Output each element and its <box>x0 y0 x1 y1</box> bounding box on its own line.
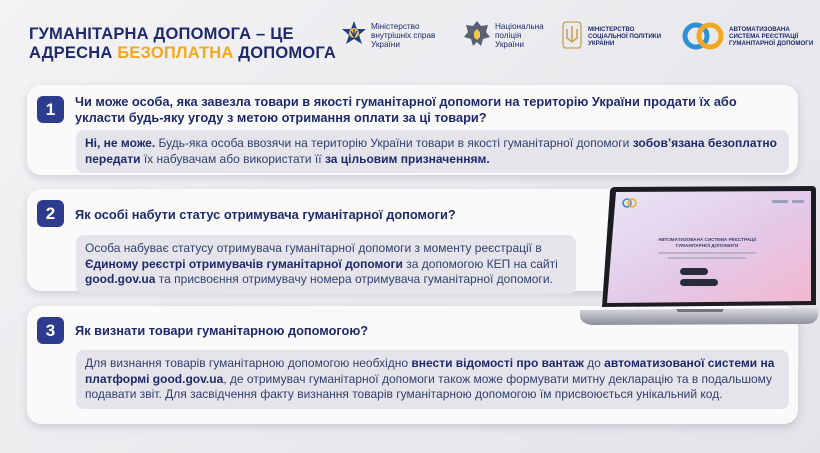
title-pre: АДРЕСНА <box>29 44 118 62</box>
title-post: ДОПОМОГА <box>233 44 336 62</box>
header <box>0 0 820 78</box>
question-line-2: укласти будь-яку угоду з метою отримання оплати за ці товари? <box>75 110 487 125</box>
logo-mvs-line3: України <box>371 39 400 49</box>
logo-police-line1: Національна <box>495 21 544 31</box>
answer-bold: Єдиному реєстрі отримувачів гуманітарної допомоги <box>85 256 403 271</box>
logo-asr-line1: АВТОМАТИЗОВАНА <box>729 25 790 33</box>
logo-police[interactable] <box>463 20 544 50</box>
trident-icon <box>560 20 584 52</box>
question-line-1: Як особі набути статус отримувача гуманітарної допомоги? <box>75 207 456 222</box>
logo-asr-line2: СИСТЕМА РЕЄСТРАЦІЇ <box>729 32 799 40</box>
card-question <box>75 207 575 223</box>
page-title <box>29 25 336 63</box>
logo-msp-line2: СОЦІАЛЬНОЇ ПОЛІТИКИ <box>588 32 662 40</box>
card-number-badge: 3 <box>37 317 64 344</box>
card-answer <box>76 235 576 294</box>
answer-text: за допомогою КЕП на сайті <box>402 256 558 271</box>
logo-msp-line1: МІНІСТЕРСТВО <box>588 25 635 33</box>
laptop-illustration <box>578 183 820 333</box>
answer-bold: зобов’язана безоплатно передати <box>85 136 777 166</box>
laptop-screen-title-line1: АВТОМАТИЗОВАНА СИСТЕМА РЕЄСТРАЦІЇ <box>658 237 756 242</box>
logo-police-line3: України <box>495 39 524 49</box>
asr-rings-icon <box>681 20 725 52</box>
card-question <box>75 323 575 339</box>
logo-mvs-line2: внутрішніх справ <box>371 30 436 40</box>
logo-msp-line3: УКРАЇНИ <box>588 39 615 47</box>
logo-police-line2: поліція <box>495 30 522 40</box>
answer-bold: внести відомості про вантаж <box>411 356 584 370</box>
answer-text: Будь-яка особа ввозячи на територію України товари в якості гуманітарної допомоги <box>155 136 633 150</box>
answer-bold: автоматизованої системи на платформі good.gov.ua <box>85 356 775 386</box>
answer-bold: за цільовим призначенням. <box>324 151 490 166</box>
answer-text: , де отримувач гуманітарної допомоги також може формувати митну декларацію та в подальшому подавати звіт. Для засвідчення факту визнання товарів гуманітарною допомогою їм присвоюється унікальний код. <box>85 371 773 401</box>
police-badge-icon <box>463 20 491 50</box>
card-answer <box>76 130 789 173</box>
title-line-2 <box>29 44 336 63</box>
answer-text: та присвоєння отримувачу номера отримувача гуманітарної допомоги. <box>155 272 553 286</box>
laptop-screen-title-line2: ГУМАНІТАРНОЇ ДОПОМОГИ <box>675 243 739 248</box>
card-number-badge: 2 <box>37 200 64 227</box>
logo-mvs-line1: Міністерство <box>371 21 420 31</box>
logo-msp[interactable] <box>560 20 661 52</box>
answer-text: Особа набуває статусу отримувача гуманітарної допомоги з моменту реєстрації в <box>85 241 542 255</box>
logo-mvs[interactable] <box>341 20 435 50</box>
logo-asr[interactable] <box>681 20 813 52</box>
faq-card-1 <box>27 85 798 175</box>
title-line-1: ГУМАНІТАРНА ДОПОМОГА – ЦЕ <box>29 25 294 43</box>
card-answer <box>76 350 789 409</box>
question-line-1: Чи може особа, яка завезла товари в якості гуманітарної допомоги на територію України продати їх або <box>75 94 737 109</box>
title-accent: БЕЗОПЛАТНА <box>117 44 234 62</box>
answer-bold: Ні, не може. <box>85 136 156 150</box>
answer-text: до <box>583 356 605 370</box>
answer-bold: good.gov.ua <box>85 272 156 286</box>
logo-asr-line3: ГУМАНІТАРНОЇ ДОПОМОГИ <box>729 39 814 47</box>
answer-text: Для визнання товарів гуманітарною допомогою необхідно <box>85 356 412 370</box>
mvs-emblem-icon <box>341 20 367 50</box>
card-number-badge: 1 <box>37 96 64 123</box>
card-question <box>75 94 785 126</box>
answer-text: їх набувачам або використати її <box>140 151 325 166</box>
question-line-1: Як визнати товари гуманітарною допомогою? <box>75 323 369 338</box>
laptop-image <box>578 183 820 333</box>
